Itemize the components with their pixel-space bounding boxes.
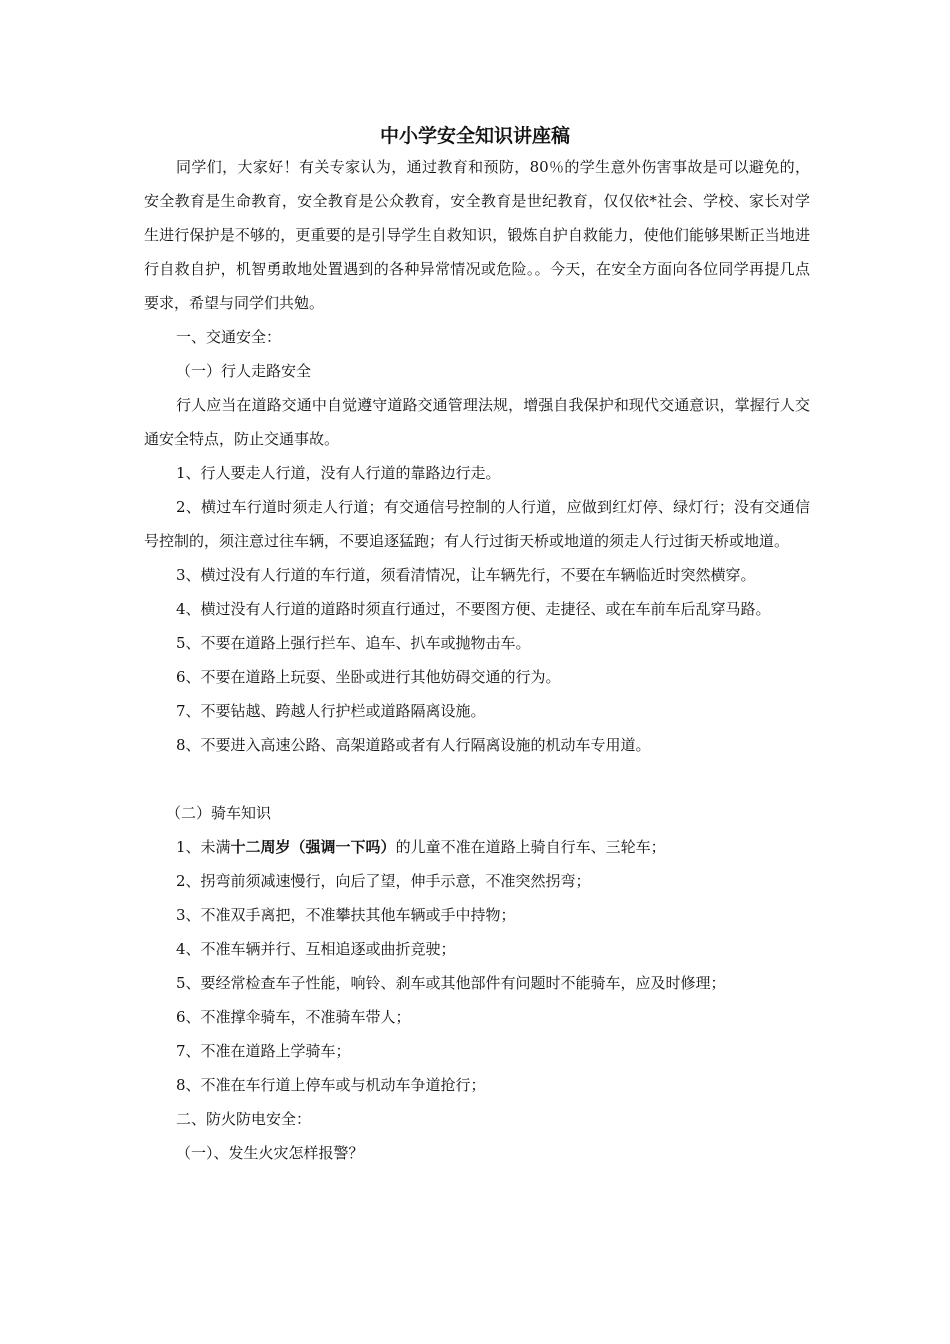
subsection-heading-fire-alarm: （一）、发生火灾怎样报警？ — [176, 1144, 364, 1162]
blank-line — [144, 762, 810, 796]
list-item: 4、横过没有人行道的道路时须直行通过，不要图方便、走捷径、或在车前车后乱穿马路。 — [176, 600, 771, 618]
list-item: 7、不要钻越、跨越人行护栏或道路隔离设施。 — [176, 702, 486, 720]
section-heading-traffic: 一、交通安全： — [176, 328, 282, 346]
list-item: 7、不准在道路上学骑车； — [176, 1042, 351, 1060]
list-item-suffix: 的儿童不准在道路上骑自行车、三轮车； — [395, 838, 666, 856]
intro-paragraph: 同学们，大家好！有关专家认为，通过教育和预防，80％的学生意外伤害事故是可以避免的，安全教育是生命教育，安全教育是公众教育，安全教育是世纪教育，仅仅依*社会、学校、家长对学生进行保护是不够的，更重要的是引导学生自救知识，锻炼自护自救能力，使他们能够果断正当地进行自救自护，机智勇敢地处置遇到的各种异常情况或危险。。今天，在安全方面向各位同学再提几点要求，希望与同学们共勉。 — [144, 158, 810, 312]
list-item-prefix: 1、未满 — [176, 838, 231, 856]
emphasis-text: 十二周岁（强调一下吗） — [230, 838, 396, 856]
list-item — [144, 830, 810, 864]
list-item: 2、拐弯前须减速慢行，向后了望，伸手示意，不准突然拐弯； — [176, 872, 591, 890]
pedestrian-intro: 行人应当在道路交通中自觉遵守道路交通管理法规，增强自我保护和现代交通意识，掌握行人交通安全特点，防止交通事故。 — [144, 396, 810, 448]
list-item: 3、不准双手离把，不准攀扶其他车辆或手中持物； — [176, 906, 516, 924]
list-item: 5、不要在道路上强行拦车、追车、扒车或抛物击车。 — [176, 634, 531, 652]
section-heading-fire: 二、防火防电安全： — [176, 1110, 312, 1128]
list-item: 5、要经常检查车子性能，响铃、刹车或其他部件有问题时不能骑车，应及时修理； — [176, 974, 726, 992]
list-item: 4、不准车辆并行、互相追逐或曲折竞驶； — [176, 940, 456, 958]
document-title: 中小学安全知识讲座稿 — [379, 125, 570, 147]
list-item: 6、不要在道路上玩耍、坐卧或进行其他妨碍交通的行为。 — [176, 668, 561, 686]
subsection-heading-cycling: （二）骑车知识 — [166, 804, 272, 822]
list-item: 6、不准撑伞骑车，不准骑车带人； — [176, 1008, 411, 1026]
list-item: 8、不准在车行道上停车或与机动车争道抢行； — [176, 1076, 486, 1094]
subsection-heading-pedestrian: （一）行人走路安全 — [176, 362, 312, 380]
document-body — [144, 150, 810, 1170]
list-item: 1、行人要走人行道，没有人行道的靠路边行走。 — [176, 464, 501, 482]
list-item: 2、横过车行道时须走人行道；有交通信号控制的人行道，应做到红灯停、绿灯行；没有交通信号控制的，须注意过往车辆，不要追逐猛跑；有人行过街天桥或地道的须走人行过街天桥或地道。 — [144, 498, 810, 550]
list-item: 3、横过没有人行道的车行道，须看清情况，让车辆先行，不要在车辆临近时突然横穿。 — [176, 566, 756, 584]
list-item: 8、不要进入高速公路、高架道路或者有人行隔离设施的机动车专用道。 — [176, 736, 651, 754]
